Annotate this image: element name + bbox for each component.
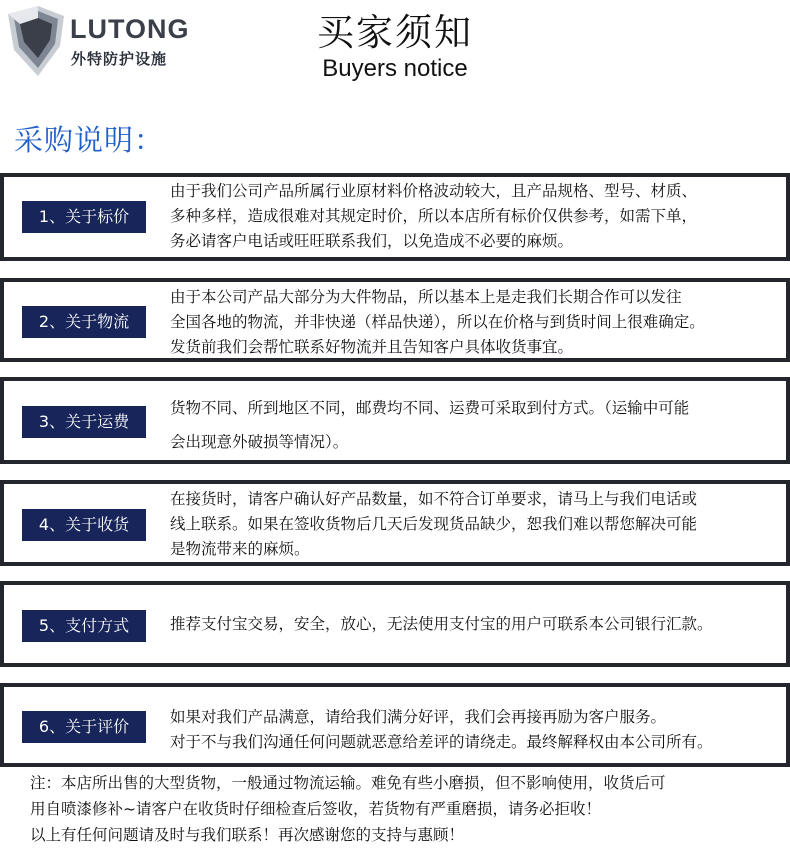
- card-label: 6、关于评价: [22, 711, 146, 743]
- card-text: [170, 612, 786, 637]
- card-text-line: 会出现意外破损等情况）。: [170, 433, 349, 451]
- page-title: 买家须知: [317, 11, 473, 54]
- card-text-line: 务必请客户电话或旺旺联系我们，以免造成不必要的麻烦。: [170, 232, 574, 250]
- section-heading: 采购说明：: [14, 123, 165, 157]
- notice-card-pricing: [0, 173, 790, 261]
- brand-name: LUTONG: [70, 14, 190, 44]
- card-text-line: 多种多样，造成很难对其规定时价，所以本店所有标价仅供参考，如需下单，: [170, 207, 698, 225]
- card-text-line: 由于我们公司产品所属行业原材料价格波动较大，且产品规格、型号、材质、: [170, 182, 698, 200]
- card-text-line: 对于不与我们沟通任何问题就恶意给差评的请绕走。最终解释权由本公司所有。: [170, 733, 713, 751]
- card-label: 3、关于运费: [22, 406, 146, 438]
- card-text-line: 是物流带来的麻烦。: [170, 540, 310, 558]
- footer-notes: [30, 770, 790, 848]
- card-text-line: 如果对我们产品满意，请给我们满分好评，我们会再接再励为客户服务。: [170, 708, 667, 726]
- card-label: 5、支付方式: [22, 610, 146, 642]
- brand-subtitle: 外特防护设施: [71, 50, 168, 68]
- note-line: 用自喷漆修补~请客户在收货时仔细检查后签收，若货物有严重磨损，请务必拒收！: [30, 800, 601, 818]
- card-text-line: 线上联系。如果在签收货物后几天后发现货品缺少，恕我们难以帮您解决可能: [170, 515, 698, 533]
- card-text: [170, 391, 786, 459]
- header: [0, 0, 790, 100]
- card-text: [170, 705, 786, 755]
- card-text-line: 全国各地的物流，并非快递（样品快递），所以在价格与到货时间上很难确定。: [170, 313, 705, 331]
- note-line: 以上有任何问题请及时与我们联系！再次感谢您的支持与惠顾！: [30, 826, 465, 844]
- card-label: 1、关于标价: [22, 201, 146, 233]
- card-text-line: 货物不同、所到地区不同，邮费均不同、运费可采取到付方式。（运输中可能: [170, 399, 690, 417]
- card-text-line: 发货前我们会帮忙联系好物流并且告知客户具体收货事宜。: [170, 338, 574, 356]
- notice-card-reviews: [0, 683, 790, 767]
- notice-card-payment: [0, 581, 790, 667]
- card-text: [170, 487, 786, 562]
- card-text-line: 由于本公司产品大部分为大件物品，所以基本上是走我们长期合作可以发往: [170, 288, 682, 306]
- notice-card-receiving: [0, 480, 790, 566]
- card-text: [170, 285, 786, 360]
- card-label: 2、关于物流: [22, 306, 146, 338]
- card-text-line: 在接货时，请客户确认好产品数量，如不符合订单要求，请马上与我们电话或: [170, 490, 698, 508]
- card-label: 4、关于收货: [22, 509, 146, 541]
- notice-card-logistics: [0, 278, 790, 362]
- card-text: [170, 179, 786, 254]
- notice-card-shipping-fee: [0, 377, 790, 464]
- card-text-line: 推荐支付宝交易，安全，放心，无法使用支付宝的用户可联系本公司银行汇款。: [170, 615, 713, 633]
- note-line: 注：本店所出售的大型货物，一般通过物流运输。难免有些小磨损，但不影响使用，收货后可: [30, 774, 666, 792]
- page-subtitle: Buyers notice: [322, 55, 468, 82]
